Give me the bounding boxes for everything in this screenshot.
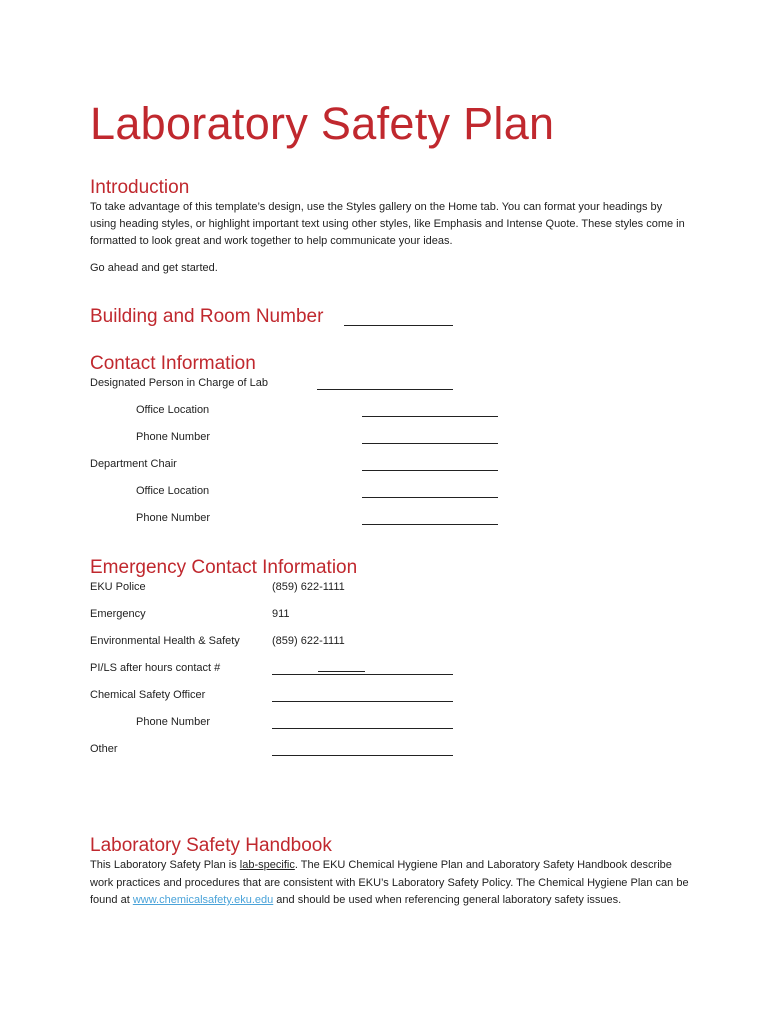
handbook-text-3: and should be used when referencing general laboratory safety issues. bbox=[273, 894, 622, 906]
designated-person-blank[interactable] bbox=[317, 389, 453, 390]
pi-after-hours-label: PI/LS after hours contact # bbox=[90, 662, 221, 674]
other-blank[interactable] bbox=[272, 755, 453, 756]
chair-office-location-label: Office Location bbox=[136, 485, 210, 497]
emergency-contact-heading: Emergency Contact Information bbox=[90, 557, 358, 578]
other-label: Other bbox=[90, 743, 118, 755]
chair-phone-number-blank[interactable] bbox=[362, 524, 498, 525]
office-location-blank[interactable] bbox=[362, 416, 498, 417]
introduction-heading: Introduction bbox=[90, 177, 190, 198]
department-chair-blank[interactable] bbox=[362, 470, 498, 471]
officer-phone-number-label: Phone Number bbox=[136, 716, 210, 728]
chemical-safety-officer-label: Chemical Safety Officer bbox=[90, 689, 206, 701]
ehs-label: Environmental Health & Safety bbox=[90, 635, 240, 647]
chemical-safety-officer-blank[interactable] bbox=[272, 701, 453, 702]
contact-info-heading: Contact Information bbox=[90, 353, 256, 374]
handbook-heading: Laboratory Safety Handbook bbox=[90, 835, 332, 856]
emergency-value: 911 bbox=[272, 608, 290, 620]
phone-number-label: Phone Number bbox=[136, 431, 210, 443]
emergency-label: Emergency bbox=[90, 608, 146, 620]
chair-office-location-blank[interactable] bbox=[362, 497, 498, 498]
building-room-blank[interactable] bbox=[344, 325, 453, 326]
introduction-start-text: Go ahead and get started. bbox=[90, 262, 218, 274]
phone-number-blank[interactable] bbox=[362, 443, 498, 444]
ehs-value: (859) 622-1111 bbox=[272, 635, 345, 647]
department-chair-label: Department Chair bbox=[90, 458, 177, 470]
office-location-label: Office Location bbox=[136, 404, 210, 416]
pi-after-hours-short-blank bbox=[318, 671, 365, 672]
handbook-paragraph bbox=[90, 857, 690, 910]
officer-phone-number-blank[interactable] bbox=[272, 728, 453, 729]
handbook-text-1: This Laboratory Safety Plan is bbox=[90, 859, 240, 871]
introduction-paragraph: To take advantage of this template’s design, use the Styles gallery on the Home tab. You can format your headings by using heading styles, or highlight important text using other styles, like Emphasis and Intense Quote. These styles come in formatted to look great and work together to help communicate your ideas. bbox=[90, 201, 685, 247]
eku-police-label: EKU Police bbox=[90, 581, 146, 593]
chemical-safety-link[interactable]: www.chemicalsafety.eku.edu bbox=[132, 894, 274, 906]
lab-specific-text: lab-specific bbox=[239, 859, 295, 871]
pi-after-hours-blank[interactable] bbox=[272, 674, 453, 675]
page-title: Laboratory Safety Plan bbox=[90, 98, 555, 149]
designated-person-label: Designated Person in Charge of Lab bbox=[90, 377, 268, 389]
handbook-text-2: . The EKU Chemical Hygiene Plan and Laboratory Safety Handbook describe work practices and procedures that are consistent with EKU’s Laboratory Safety Policy. The Chemical Hygiene Plan can be found at bbox=[90, 859, 689, 906]
eku-police-value: (859) 622-1111 bbox=[272, 581, 345, 593]
chair-phone-number-label: Phone Number bbox=[136, 512, 210, 524]
building-room-heading: Building and Room Number bbox=[90, 306, 324, 327]
